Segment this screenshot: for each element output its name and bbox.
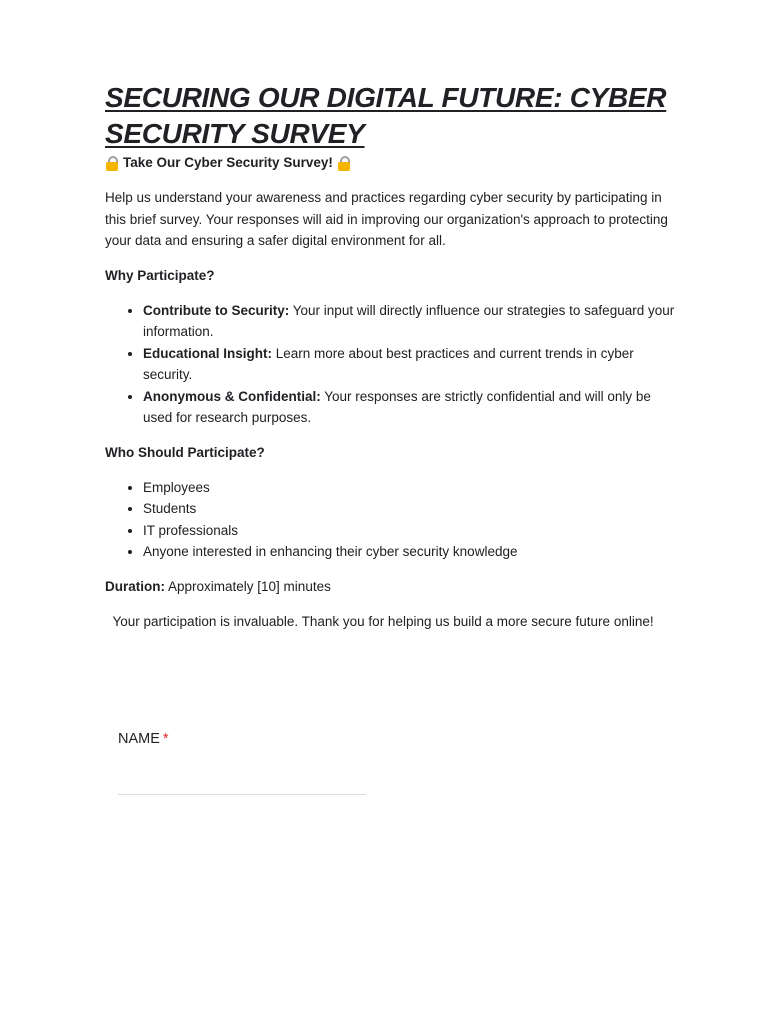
- why-participate-list: [105, 300, 675, 429]
- list-item-text: Your input will directly influence our strategies to safeguard your information.: [143, 302, 675, 339]
- duration-label: Duration:: [105, 578, 165, 594]
- list-item: • IT professionals: [143, 520, 675, 542]
- survey-description: [105, 80, 675, 632]
- why-participate-heading: Why Participate?: [105, 267, 215, 283]
- intro-paragraph: Help us understand your awareness and practices regarding cyber security by participating in this brief survey. Your responses will aid in improving our organization's approach to protecting your data and ensuring a safer digital environment for all.: [105, 190, 668, 248]
- duration-value: Approximately [10] minutes: [165, 578, 331, 594]
- duration: [105, 577, 675, 597]
- subtitle-text: Take Our Cyber Security Survey!: [123, 155, 333, 170]
- subtitle: [105, 153, 675, 173]
- who-participate-list: [105, 477, 675, 563]
- name-input[interactable]: [118, 770, 366, 795]
- list-item-label: Contribute to Security:: [143, 302, 290, 318]
- list-item-text: Your responses are strictly confidential and will only be used for research purposes.: [143, 388, 651, 425]
- required-mark: *: [162, 731, 169, 747]
- lock-icon: [337, 156, 351, 171]
- who-participate-heading: Who Should Participate?: [105, 444, 265, 460]
- list-item: • Employees: [143, 477, 675, 499]
- list-item: [143, 386, 675, 429]
- list-item: [143, 300, 675, 343]
- name-label: [118, 728, 366, 750]
- list-item: [143, 343, 675, 386]
- name-question: [118, 728, 366, 795]
- list-item-label: Educational Insight:: [143, 345, 273, 361]
- name-label-text: NAME: [118, 731, 160, 747]
- list-item-text: Learn more about best practices and current trends in cyber security.: [143, 345, 634, 382]
- thanks-paragraph: Your participation is invaluable. Thank you for helping us build a more secure future online!: [105, 613, 654, 629]
- lock-icon: [105, 156, 119, 171]
- list-item: • Anyone interested in enhancing their cyber security knowledge: [143, 541, 675, 563]
- list-item: • Students: [143, 498, 675, 520]
- list-item-label: Anonymous & Confidential:: [143, 388, 321, 404]
- page-title: SECURING OUR DIGITAL FUTURE: CYBER SECURITY SURVEY: [105, 82, 667, 149]
